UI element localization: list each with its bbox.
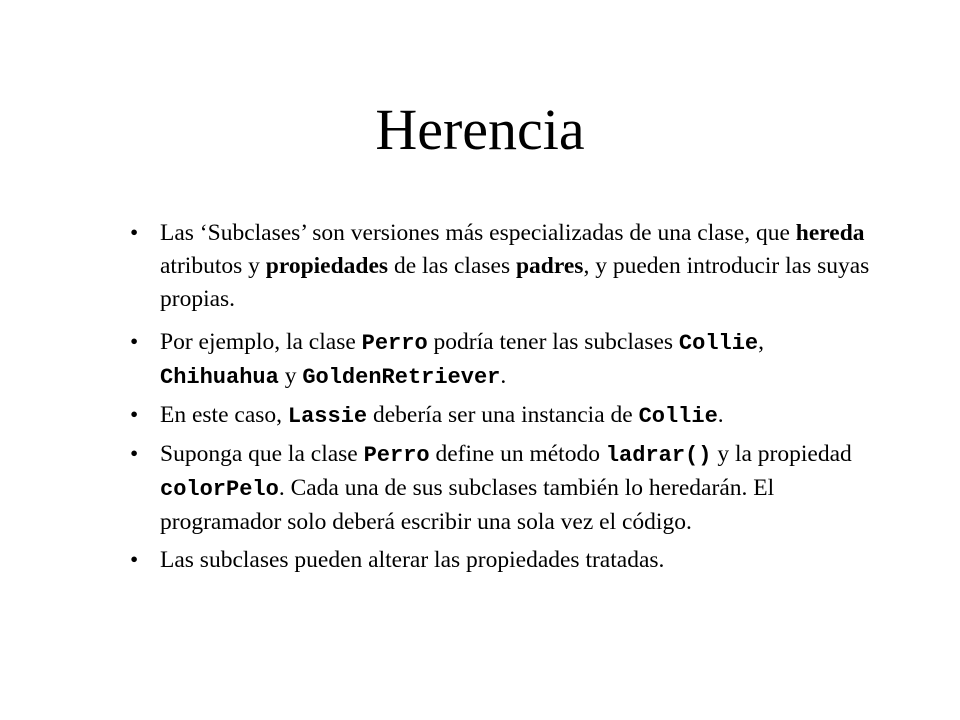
- bullet-text: , y pueden introducir las suyas propias.: [160, 253, 870, 312]
- bullet-text: Por ejemplo, la clase: [160, 329, 362, 355]
- slide-title: Herencia: [375, 97, 585, 162]
- code-term: Perro: [361, 331, 428, 356]
- bullet-text: .: [500, 363, 507, 389]
- bullet-text: de las clases: [388, 253, 516, 279]
- code-term: Chihuahua: [160, 365, 279, 390]
- bullet-text: define un método: [429, 441, 606, 467]
- bullet-text: Las subclases pueden alterar las propiedades tratadas.: [160, 547, 665, 573]
- bold-term: hereda: [795, 220, 865, 246]
- code-term: Lassie: [287, 404, 368, 429]
- bullet-text: podría tener las subclases: [427, 329, 679, 355]
- bullet-text: Las ‘Subclases’ son versiones más especializadas de una clase, que: [160, 220, 796, 246]
- bold-term: padres: [515, 253, 584, 279]
- bullet-text: debería ser una instancia de: [367, 402, 639, 428]
- code-term: GoldenRetriever: [302, 365, 501, 390]
- bullet-text: En este caso,: [160, 402, 288, 428]
- bullet-dot-icon: •: [130, 547, 139, 573]
- bullet-list: [126, 217, 886, 577]
- bullet-text: Suponga que la clase: [160, 441, 364, 467]
- bullet-text: .: [717, 402, 724, 428]
- code-term: Perro: [363, 443, 430, 468]
- code-term: colorPelo: [160, 477, 279, 502]
- bullet-dot-icon: •: [130, 402, 139, 428]
- bullet-dot-icon: •: [130, 329, 139, 355]
- bullet-item-alterar: [126, 544, 886, 577]
- bullet-item-lassie: [126, 399, 886, 433]
- bullet-dot-icon: •: [130, 220, 139, 246]
- code-term: ladrar(): [605, 443, 712, 468]
- bullet-item-subclases: [126, 217, 886, 316]
- bold-term: propiedades: [265, 253, 389, 279]
- bullet-text: y: [278, 363, 303, 389]
- bullet-text: . Cada una de sus subclases también lo heredarán. El programador solo deberá escribir una sola vez el código.: [160, 475, 775, 535]
- code-term: Collie: [678, 331, 759, 356]
- bullet-text: atributos y: [160, 253, 266, 279]
- code-term: Collie: [638, 404, 718, 429]
- bullet-text: y la propiedad: [711, 441, 852, 467]
- bullet-item-ejemplo: [126, 326, 886, 394]
- bullet-text: ,: [758, 329, 765, 355]
- bullet-dot-icon: •: [130, 441, 139, 467]
- bullet-item-ladrar: [126, 438, 886, 539]
